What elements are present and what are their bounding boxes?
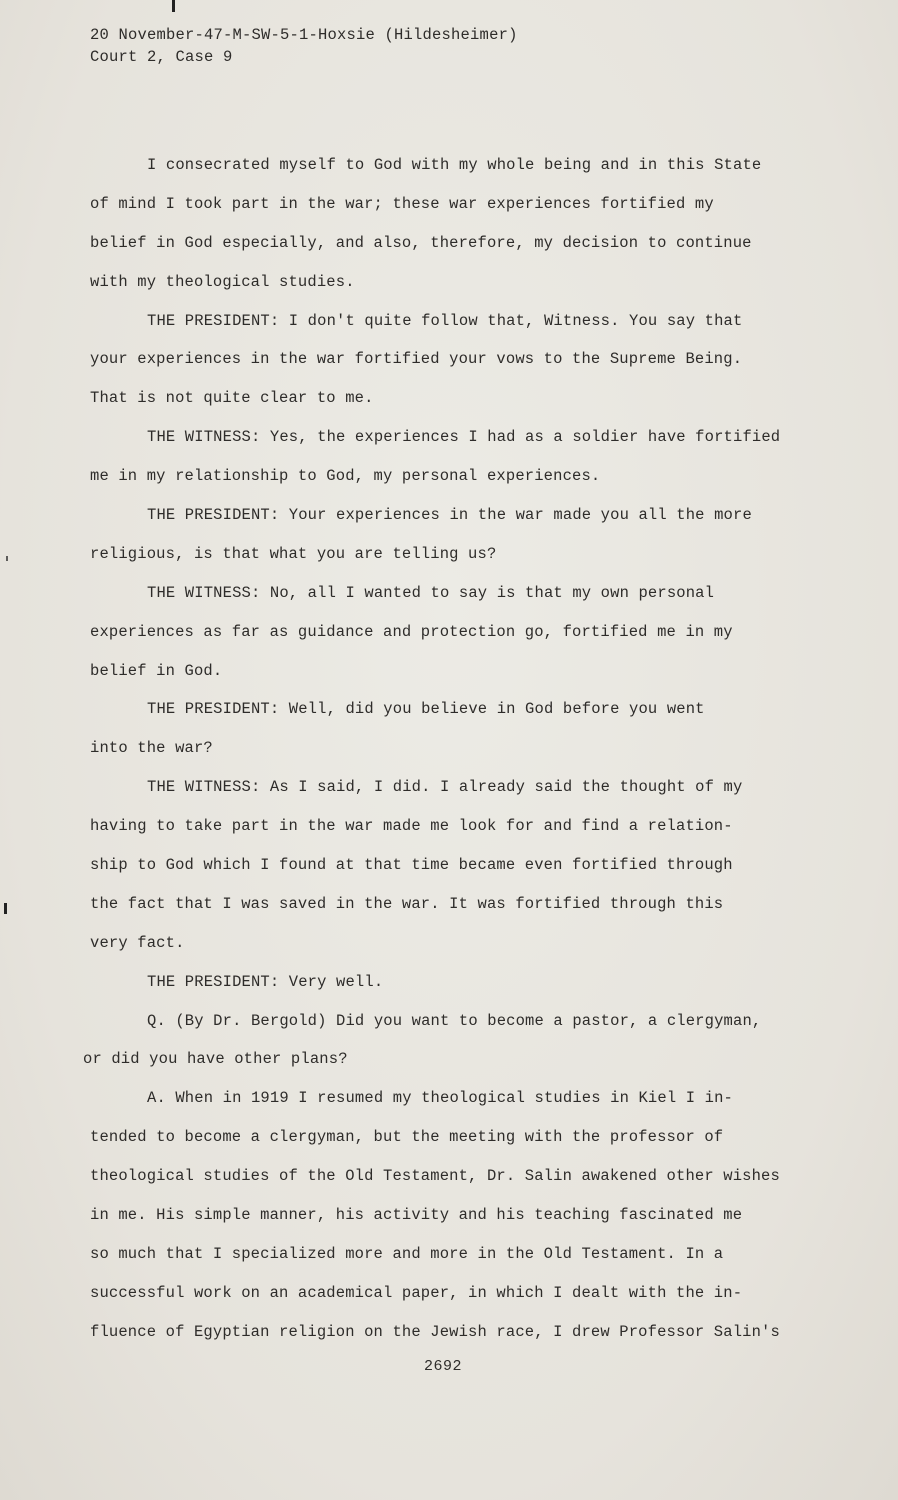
text-line: in me. His simple manner, his activity and his teaching fascinated me (90, 1206, 743, 1225)
text-line: That is not quite clear to me. (90, 389, 374, 408)
text-line: your experiences in the war fortified your vows to the Supreme Being. (90, 350, 743, 369)
text-line: successful work on an academical paper, in which I dealt with the in- (90, 1283, 743, 1302)
header-line-2: Court 2, Case 9 (90, 48, 233, 66)
text-line: experiences as far as guidance and protection go, fortified me in my (90, 622, 733, 641)
text-line: THE WITNESS: No, all I wanted to say is that my own personal (147, 583, 715, 602)
text-line: belief in God especially, and also, therefore, my decision to continue (90, 233, 752, 252)
text-line: or did you have other plans? (83, 1050, 348, 1069)
text-line: THE WITNESS: Yes, the experiences I had as a soldier have fortified (147, 428, 781, 447)
text-line: THE PRESIDENT: Your experiences in the war made you all the more (147, 506, 752, 525)
text-line: theological studies of the Old Testament, Dr. Salin awakened other wishes (90, 1167, 780, 1186)
text-line: THE PRESIDENT: Well, did you believe in God before you went (147, 700, 705, 719)
text-line: I consecrated myself to God with my whole being and in this State (147, 156, 762, 174)
text-line: THE PRESIDENT: I don't quite follow that, Witness. You say that (147, 311, 743, 330)
text-line: religious, is that what you are telling us? (90, 544, 497, 563)
binding-mark (172, 0, 175, 12)
text-line: me in my relationship to God, my personal experiences. (90, 467, 601, 486)
text-line: tended to become a clergyman, but the meeting with the professor of (90, 1128, 724, 1147)
margin-mark (6, 556, 8, 561)
text-line: belief in God. (90, 661, 223, 680)
text-line: into the war? (90, 739, 213, 758)
header-line-1: 20 November-47-M-SW-5-1-Hoxsie (Hildesheimer) (90, 26, 518, 44)
text-line: fluence of Egyptian religion on the Jewish race, I drew Professor Salin's (90, 1322, 780, 1341)
document-header (90, 24, 518, 68)
transcript-body (83, 146, 810, 1352)
text-line: A. When in 1919 I resumed my theological studies in Kiel I in- (147, 1089, 733, 1108)
text-line: very fact. (90, 933, 185, 952)
text-line: with my theological studies. (90, 272, 355, 291)
text-line: ship to God which I found at that time became even fortified through (90, 856, 733, 875)
text-line: so much that I specialized more and more in the Old Testament. In a (90, 1244, 724, 1263)
text-line: the fact that I was saved in the war. It was fortified through this (90, 894, 724, 913)
text-line: THE PRESIDENT: Very well. (147, 972, 384, 991)
text-line: Q. (By Dr. Bergold) Did you want to become a pastor, a clergyman, (147, 1011, 762, 1030)
text-line: having to take part in the war made me look for and find a relation- (90, 817, 733, 836)
text-line: THE WITNESS: As I said, I did. I already said the thought of my (147, 778, 743, 797)
text-line: of mind I took part in the war; these war experiences fortified my (90, 194, 714, 213)
page-number: 2692 (424, 1358, 463, 1375)
margin-mark (4, 903, 7, 914)
